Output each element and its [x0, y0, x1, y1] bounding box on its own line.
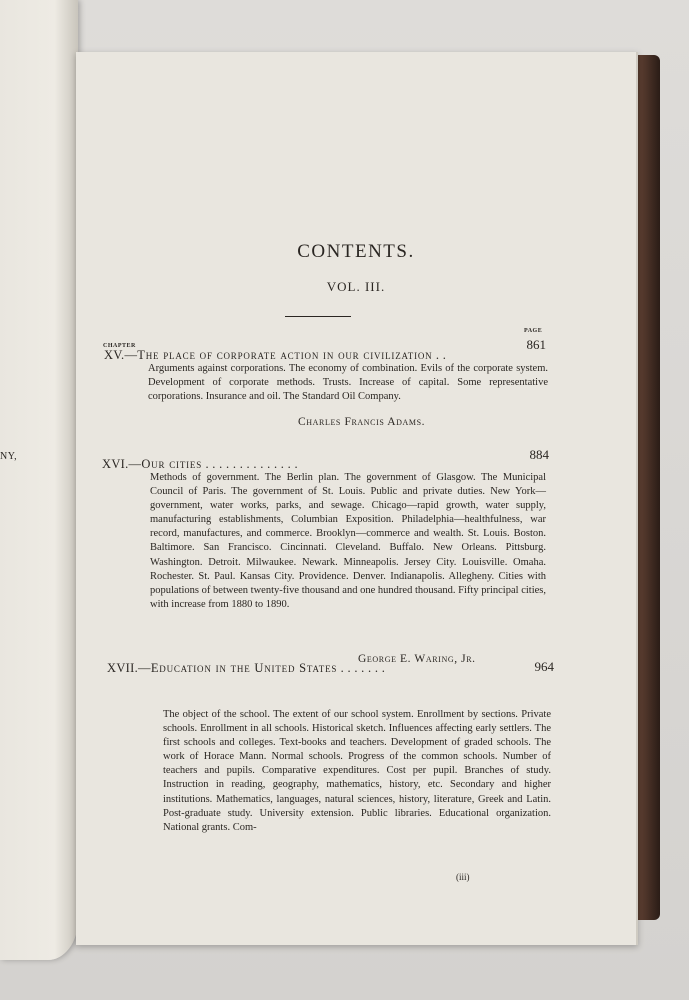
chapter-page-number: 861 [526, 337, 546, 352]
chapter-summary: Arguments against corporations. The economy of combination. Evils of the corporate system. Development of corporate methods. Trusts. Increase of capital. Some representative corporations. Insurance and oil. The Standard Oil Company. [148, 363, 548, 403]
dot-leader: . . . . . . . . . . . . . . [202, 457, 298, 471]
left-page-text-fragment: NY, [0, 451, 18, 462]
chapter-heading: XVI.—Our cities . . . . . . . . . . . . . . [102, 457, 298, 471]
chapter-page-number: 884 [529, 447, 549, 462]
title-rule [285, 316, 351, 317]
dot-leader: . . [432, 348, 447, 362]
chapter-summary: Methods of government. The Berlin plan. The government of Glasgow. The Municipal Council of Paris. The government of St. Louis. Public and private duties. New York—government, water works, parks, and sewage. Chicago—rapid growth, water supply, manufacturing establishments, Columbian Exposition. Philadelphia—healthfulness, war record, manufactures, and commerce. Brooklyn—commerce and wealth. St. Louis. Boston. Baltimore. San Francisco. Cincinnati. Cleveland. Buffalo. New Orleans. Pittsburg. Washington. Detroit. Milwaukee. Newark. Minneapolis. Jersey City. Louisville. Omaha. Rochester. St. Paul. Kansas City. Providence. Denver. Indianapolis. Allegheny. Cities with populations of between twenty-five thousand and one hundred thousand. Fifty principal cities, with increase from 1880 to 1890. [150, 472, 546, 610]
chapter-number: XVII. [107, 661, 139, 675]
chapter-title: Education in the United States [150, 661, 338, 675]
contents-page [76, 52, 638, 945]
chapter-author: George E. Waring, Jr. [358, 653, 476, 665]
chapter-title: The place of corporate action in our civilization [137, 348, 433, 362]
chapter-heading: XVII.—Education in the United States . . . . . . . [107, 661, 386, 675]
chapter-title: Our cities [141, 457, 203, 471]
page-folio: (iii) [456, 872, 470, 882]
dot-leader: . . . . . . . [337, 661, 386, 675]
chapter-author: Charles Francis Adams. [298, 416, 426, 428]
chapter-summary: The object of the school. The extent of our school system. Enrollment by sections. Private schools. Enrollment in all schools. Historical sketch. Influences affecting early settlers. The first schools and colleges. Text-books and teachers. Development of graded schools. The work of Horace Mann. Normal schools. Progress of the common schools. Number of teachers and pupils. Comparative expenditures. Cost per pupil. Branches of study. Instruction in reading, geography, mathematics, history, etc. Secondary and higher institutions. Mathematics, languages, natural sciences, history, literature, Greek and Latin. Post-graduate study. University extension. Public libraries. Educational organization. National grants. Com- [163, 709, 551, 833]
chapter-number: XV. [104, 348, 125, 362]
chapter-page-number: 964 [534, 659, 554, 674]
chapter-column-header: CHAPTER [103, 343, 136, 349]
left-page [0, 0, 78, 960]
page-title: CONTENTS. [297, 241, 415, 262]
chapter-number: XVI. [102, 457, 129, 471]
volume-label: VOL. III. [326, 279, 386, 294]
page-column-header: PAGE [524, 328, 543, 334]
chapter-heading: XV.—The place of corporate action in our civilization . . [104, 348, 447, 362]
